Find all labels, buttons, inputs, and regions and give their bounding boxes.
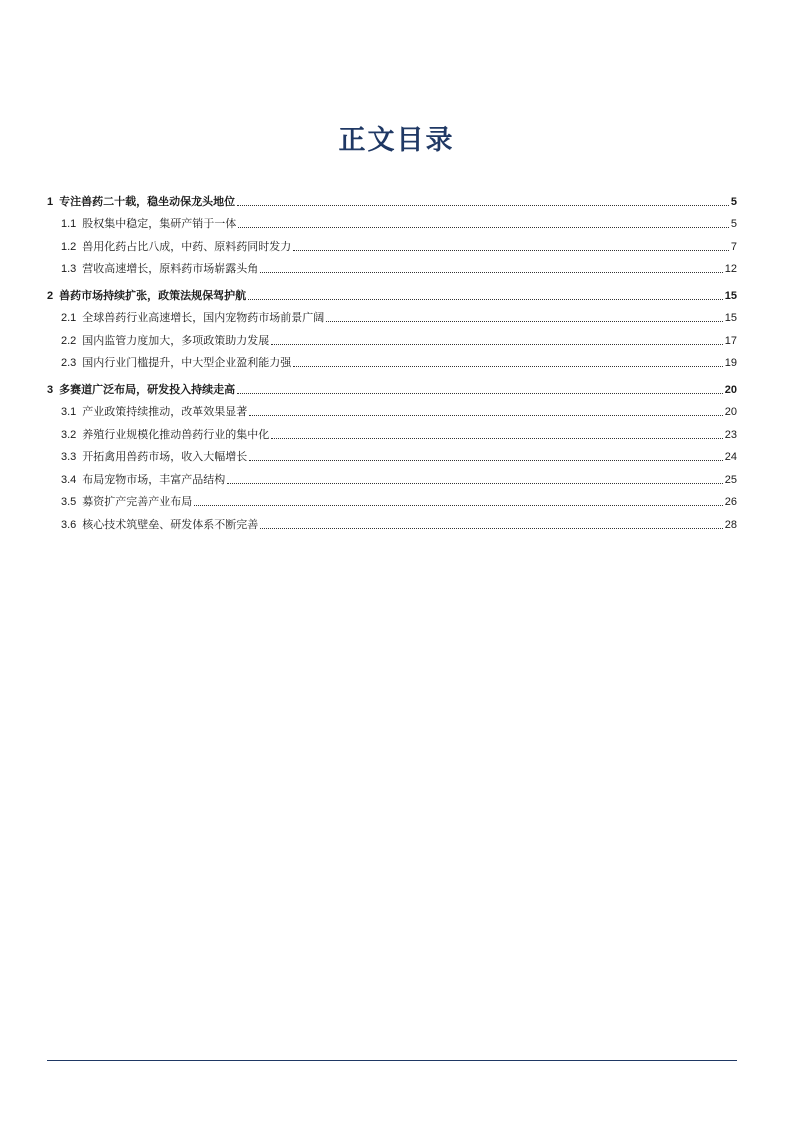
page-title: 正文目录 [338,125,455,156]
toc-entry[interactable] [47,186,737,209]
toc-entry-number: 3.3 [61,451,77,463]
toc-dot-leader [227,483,722,484]
toc-dot-leader [249,460,722,461]
toc-entry-number: 1.2 [61,240,77,253]
toc-entry-title: 兽药市场持续扩张，政策法规保驾护航 [59,288,247,302]
toc-entry-title: 产业政策持续推动，改革效果显著 [82,405,248,418]
toc-dot-leader [326,321,722,322]
toc-entry[interactable] [47,397,737,420]
toc-entry[interactable] [47,280,737,303]
toc-entry-title: 核心技术筑壁垒、研发体系不断完善 [82,517,259,531]
toc-entry-page: 20 [724,406,737,418]
toc-entry[interactable] [47,487,737,510]
toc-entry-title: 国内行业门槛提升，中大型企业盈利能力强 [82,356,292,369]
toc-entry-number: 2.3 [61,357,77,369]
toc-entry-number: 3.2 [61,428,77,441]
toc-dot-leader [249,415,722,416]
toc-entry-title: 养殖行业规模化推动兽药行业的集中化 [82,427,270,441]
toc-entry[interactable] [47,442,737,465]
toc-entry[interactable] [47,374,737,397]
toc-entry-number: 1.1 [61,218,77,230]
footer-divider [47,1060,737,1061]
toc-entry-title: 开拓禽用兽药市场，收入大幅增长 [82,450,248,463]
toc-dot-leader [237,393,723,394]
toc-dot-leader [248,299,723,300]
toc-entry[interactable] [47,325,737,348]
table-of-contents [47,186,737,532]
toc-entry-number: 2.1 [61,312,77,324]
toc-entry-number: 1 [47,195,54,208]
toc-entry-page: 25 [724,473,737,486]
toc-entry-page: 23 [724,428,737,441]
toc-entry-title: 全球兽药行业高速增长，国内宠物药市场前景广阔 [82,311,325,324]
toc-entry-page: 15 [724,289,737,302]
toc-entry[interactable] [47,348,737,371]
toc-entry[interactable] [47,303,737,326]
toc-entry-page: 7 [730,240,737,253]
toc-entry-number: 3.5 [61,496,77,508]
toc-entry-number: 2 [47,289,54,302]
toc-entry[interactable] [47,231,737,254]
toc-dot-leader [194,505,722,506]
toc-dot-leader [271,438,722,439]
toc-entry[interactable] [47,209,737,232]
toc-entry-page: 5 [730,218,737,230]
toc-dot-leader [238,227,729,228]
toc-entry-page: 12 [724,263,737,275]
toc-entry-title: 国内监管力度加大，多项政策助力发展 [82,333,270,347]
toc-dot-leader [271,344,722,345]
toc-dot-leader [237,205,729,206]
toc-entry-title: 兽用化药占比八成，中药、原料药同时发力 [82,239,292,253]
toc-entry-page: 24 [724,451,737,463]
toc-entry-number: 2.2 [61,334,77,347]
toc-entry[interactable] [47,464,737,487]
toc-entry-title: 多赛道广泛布局，研发投入持续走高 [59,382,236,396]
toc-entry[interactable] [47,254,737,277]
toc-dot-leader [293,366,722,367]
toc-entry-page: 20 [724,383,737,396]
toc-entry-number: 1.3 [61,263,77,275]
toc-entry-title: 布局宠物市场，丰富产品结构 [82,472,226,486]
toc-dot-leader [260,528,722,529]
toc-entry-number: 3.4 [61,473,77,486]
toc-entry-page: 26 [724,496,737,508]
toc-entry-page: 19 [724,357,737,369]
toc-entry-title: 专注兽药二十载，稳坐动保龙头地位 [59,194,236,208]
toc-entry-number: 3.1 [61,406,77,418]
toc-entry-page: 17 [724,334,737,347]
toc-entry[interactable] [47,509,737,532]
toc-entry-page: 5 [730,195,737,208]
toc-entry-page: 28 [724,518,737,531]
toc-entry-title: 股权集中稳定，集研产销于一体 [82,217,237,230]
toc-dot-leader [293,250,729,251]
toc-dot-leader [260,272,722,273]
toc-entry-page: 15 [724,312,737,324]
toc-entry[interactable] [47,419,737,442]
toc-entry-title: 营收高速增长，原料药市场崭露头角 [82,262,259,275]
toc-entry-title: 募资扩产完善产业布局 [82,495,193,508]
toc-entry-number: 3.6 [61,518,77,531]
toc-entry-number: 3 [47,383,54,396]
